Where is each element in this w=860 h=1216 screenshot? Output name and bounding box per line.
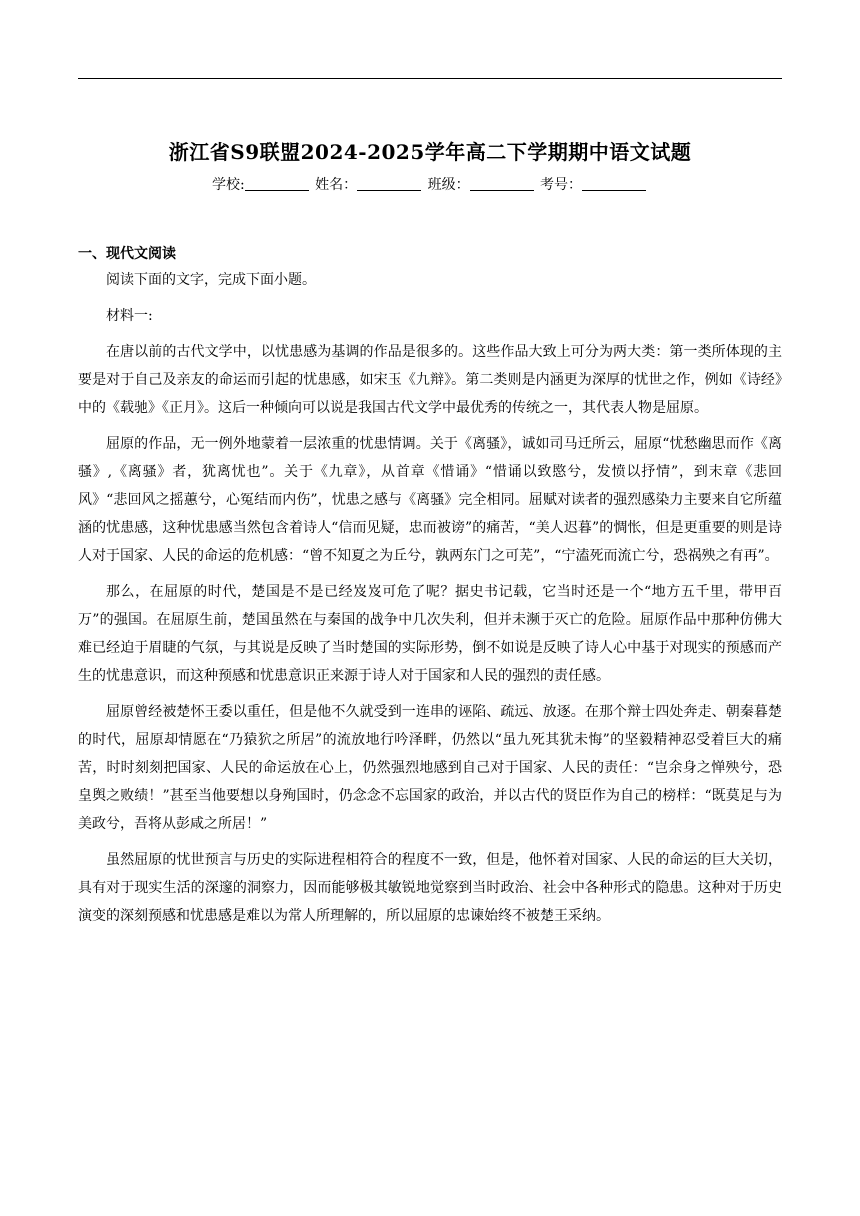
exam-number-label: 考号： (540, 177, 583, 193)
school-blank[interactable] (245, 176, 309, 191)
paragraph: 屈原曾经被楚怀王委以重任，但是他不久就受到一连串的诬陷、疏远、放逐。在那个辩士四处奔走、朝秦暮楚的时代，屈原却情愿在“乃猿狖之所居”的流放地行吟泽畔，仍然以“虽九死其犹未悔”的坚毅精神忍受着巨大的痛苦，时时刻刻把国家、人民的命运放在心上，仍然强烈地感到自己对于国家、人民的责任：“岂余身之惮殃兮，恐皇舆之败绩！”甚至当他要想以身殉国时，仍念念不忘国家的政治，并以古代的贤臣作为自己的榜样：“既莫足与为美政兮，吾将从彭咸之所居！” (78, 704, 782, 832)
paragraph: 虽然屈原的忧世预言与历史的实际进程相符合的程度不一致，但是，他怀着对国家、人民的命运的巨大关切，具有对于现实生活的深邃的洞察力，因而能够极其敏锐地觉察到当时政治、社会中各种形式的隐患。这种对于历史演变的深刻预感和忧患感是难以为常人所理解的，所以屈原的忠谏始终不被楚王采纳。 (78, 852, 782, 924)
header-rule (78, 78, 782, 79)
instruction-text: 阅读下面的文字，完成下面小题。 (106, 272, 316, 288)
material-label: 材料一: (106, 308, 153, 324)
reading-body (78, 266, 782, 930)
section-heading: 一、现代文阅读 (78, 246, 176, 262)
page-title: 浙江省S9联盟2024-2025学年高二下学期期中语文试题 (168, 140, 692, 164)
student-info-line (78, 174, 782, 194)
name-blank[interactable] (357, 176, 421, 191)
class-label: 班级： (427, 177, 470, 193)
paragraph: 在唐以前的古代文学中，以忧患感为基调的作品是很多的。这些作品大致上可分为两大类：第一类所体现的主要是对于自己及亲友的命运而引起的忧患感，如宋玉《九辩》。第二类则是内涵更为深厚的忧世之作，例如《诗经》中的《载驰》《正月》。这后一种倾向可以说是我国古代文学中最优秀的传统之一，其代表人物是屈原。 (78, 344, 782, 416)
paragraph: 那么，在屈原的时代，楚国是不是已经岌岌可危了呢？据史书记载，它当时还是一个“地方五千里，带甲百万”的强国。在屈原生前，楚国虽然在与秦国的战争中几次失利，但并未濒于灭亡的危险。屈原作品中那种仿佛大难已经迫于眉睫的气氛，与其说是反映了当时楚国的实际形势，倒不如说是反映了诗人心中基于对现实的预感而产生的忧患意识，而这种预感和忧患意识正来源于诗人对于国家和人民的强烈的责任感。 (78, 584, 782, 684)
school-label: 学校: (211, 177, 245, 193)
exam-number-blank[interactable] (582, 176, 646, 191)
class-blank[interactable] (470, 176, 534, 191)
name-label: 姓名： (315, 177, 358, 193)
paragraph: 屈原的作品，无一例外地蒙着一层浓重的忧患情调。关于《离骚》，诚如司马迁所云，屈原“忧愁幽思而作《离骚》,《离骚》者，犹离忧也”。关于《九章》，从首章《惜诵》“惜诵以致愍兮，发愤以抒情”，到末章《悲回风》“悲回风之摇蕙兮，心冤结而内伤”，忧患之感与《离骚》完全相同。屈赋对读者的强烈感染力主要来自它所蕴涵的忧患感，这种忧患感当然包含着诗人“信而见疑，忠而被谤”的痛苦，“美人迟暮”的惆怅，但是更重要的则是诗人对于国家、人民的命运的危机感：“曾不知夏之为丘兮，孰两东门之可芜”，“宁溘死而流亡兮，恐祸殃之有再”。 (78, 436, 782, 564)
